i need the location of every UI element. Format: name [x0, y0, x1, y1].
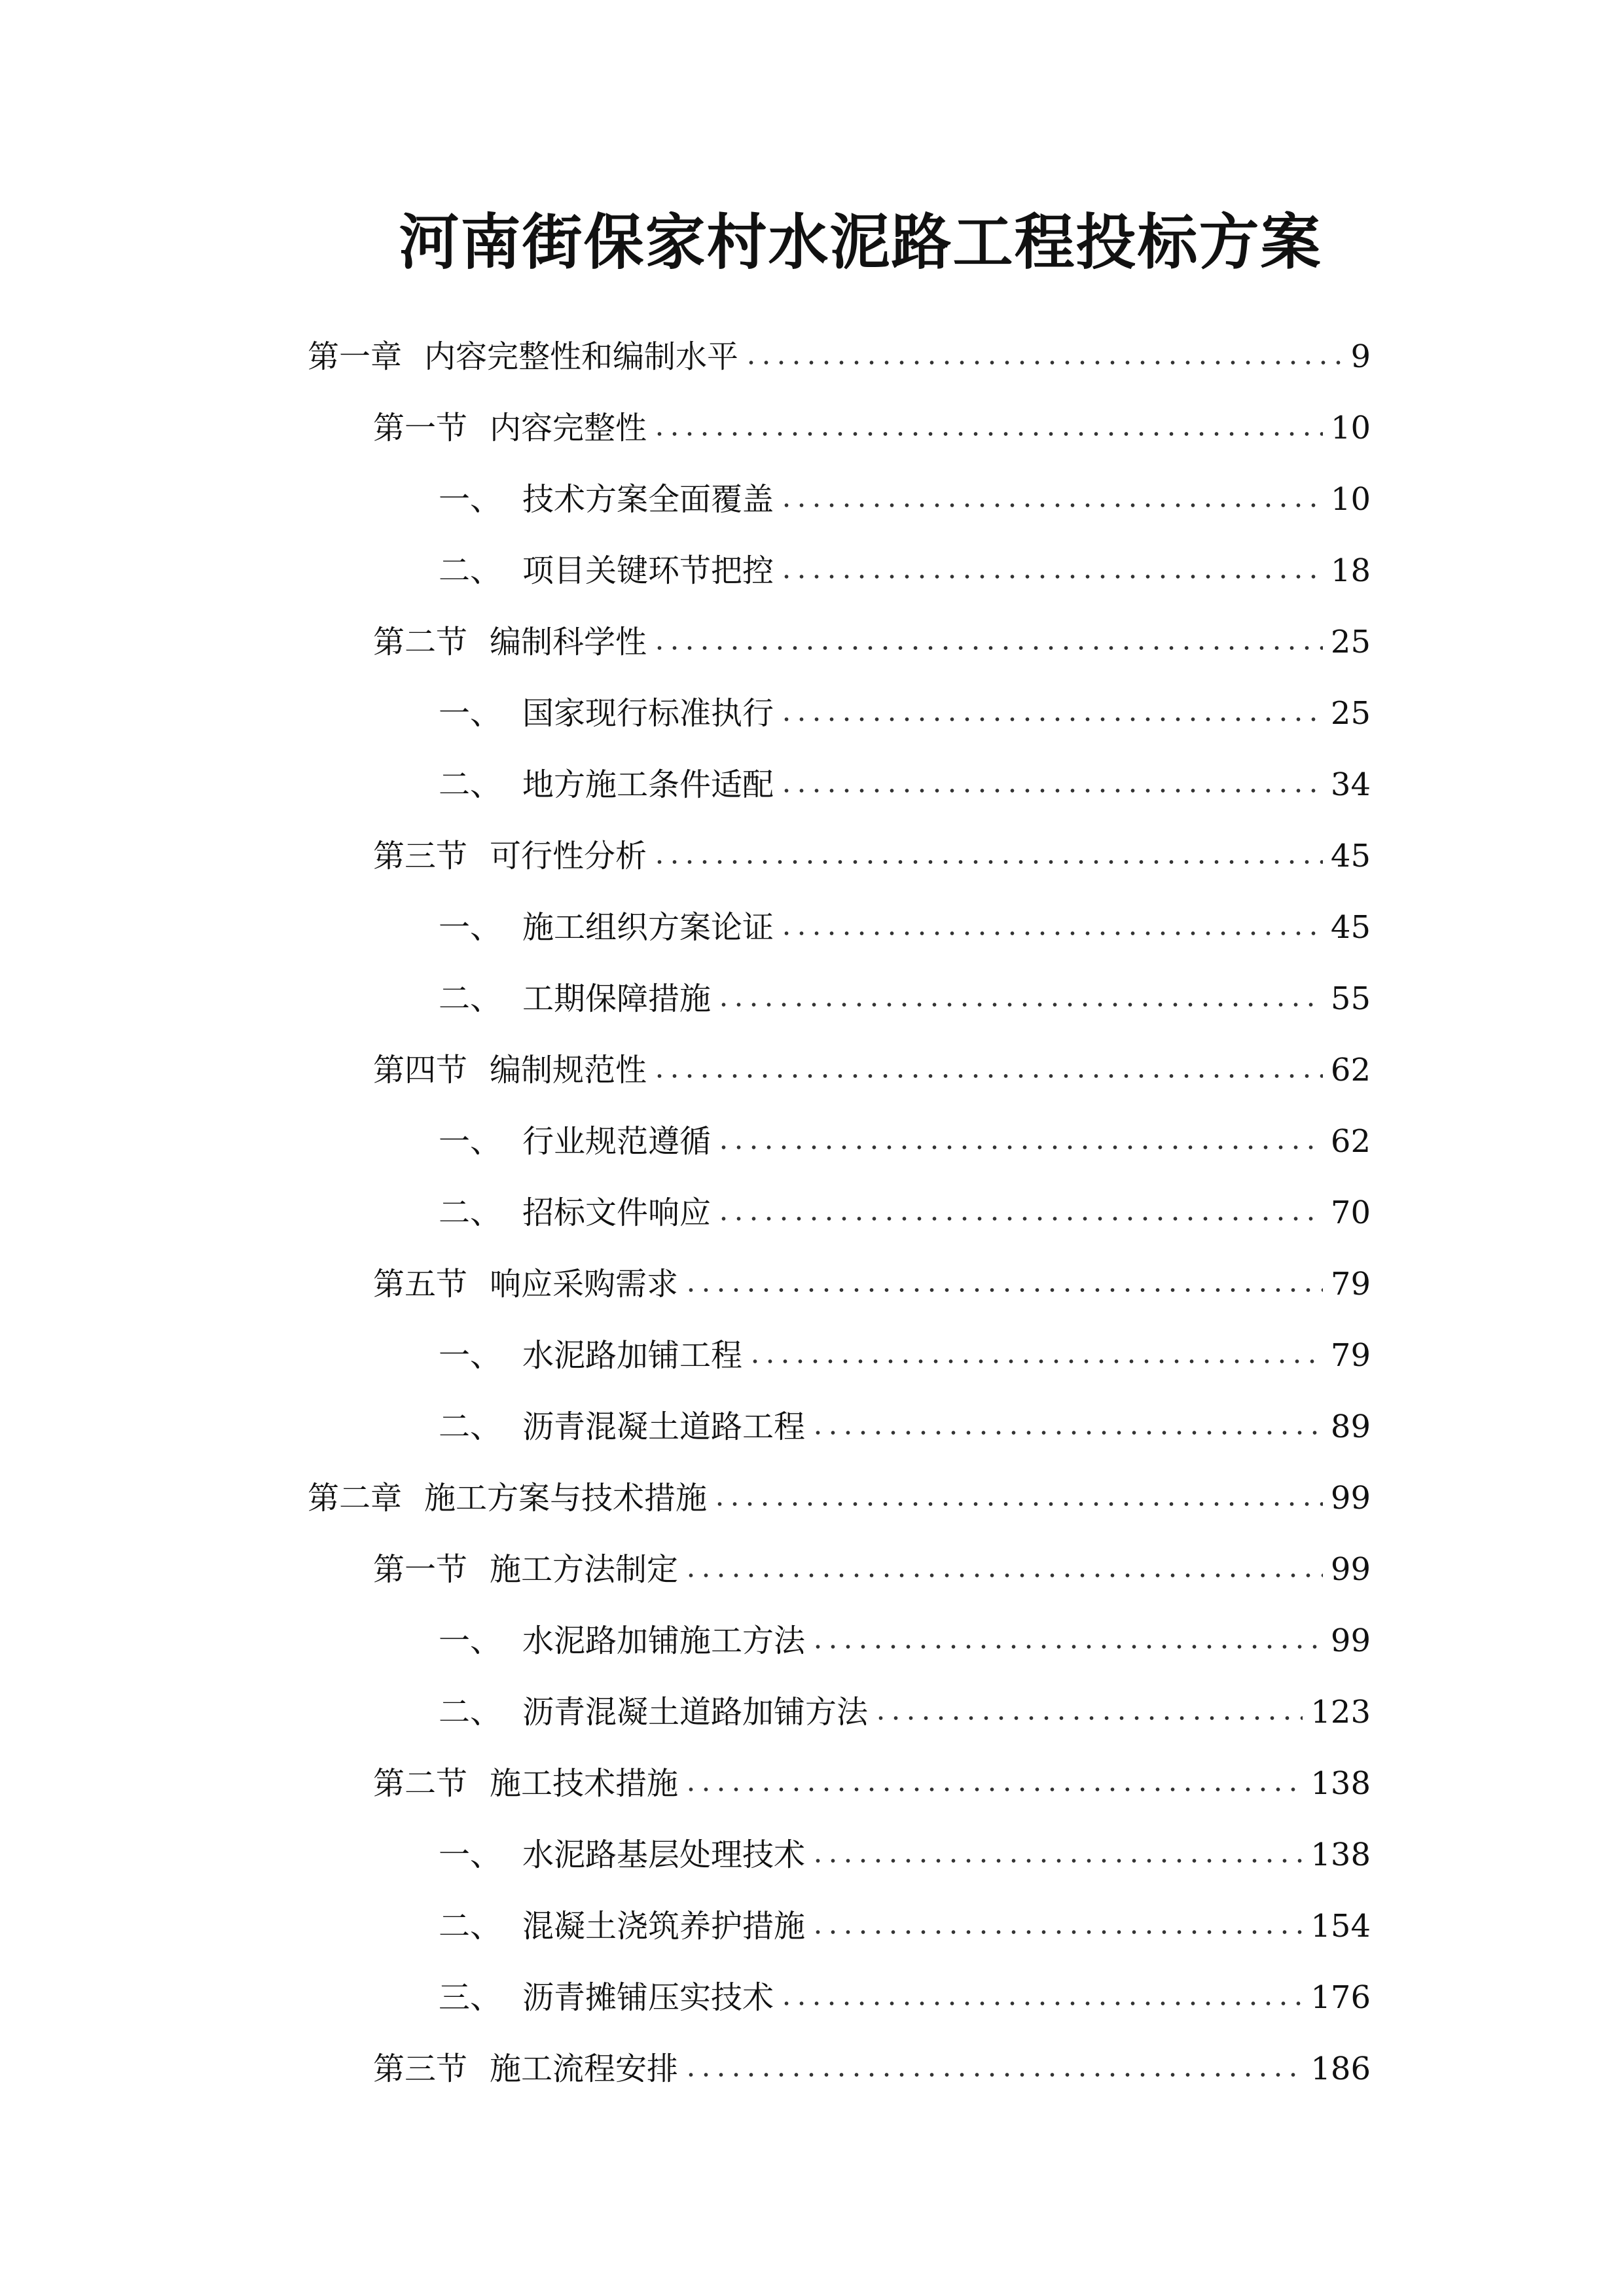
toc-entry-number: 第五节 — [373, 1266, 468, 1302]
toc-entry-item[interactable] — [439, 749, 1371, 821]
toc-entry-number: 二、 — [439, 766, 502, 803]
toc-entry-page: 138 — [1310, 1837, 1371, 1873]
toc-entry-title: 可行性分析 — [490, 838, 647, 874]
toc-entry-item[interactable] — [439, 1391, 1371, 1463]
toc-dot-leader — [779, 574, 1323, 579]
toc-dot-leader — [744, 360, 1343, 365]
toc-dot-leader — [716, 1145, 1323, 1150]
toc-entry-section[interactable] — [373, 2033, 1371, 2105]
toc-entry-section[interactable] — [373, 1248, 1371, 1320]
toc-entry-item[interactable] — [439, 677, 1371, 749]
toc-dot-leader — [810, 1929, 1303, 1935]
toc-entry-chapter[interactable] — [308, 1462, 1371, 1534]
toc-entry-number: 第二节 — [373, 624, 468, 660]
toc-entry-item[interactable] — [439, 891, 1371, 963]
toc-entry-title: 水泥路基层处理技术 — [522, 1837, 806, 1873]
toc-entry-number: 第四节 — [373, 1052, 468, 1088]
toc-entry-number: 第一章 — [308, 338, 403, 375]
toc-entry-number: 第三节 — [373, 2051, 468, 2087]
toc-entry-page: 79 — [1330, 1266, 1371, 1302]
toc-entry-title: 施工技术措施 — [490, 1765, 679, 1802]
toc-entry-title: 沥青摊铺压实技术 — [522, 1979, 774, 2016]
toc-dot-leader — [652, 859, 1323, 865]
toc-entry-page: 89 — [1330, 1408, 1371, 1445]
toc-dot-leader — [748, 1359, 1323, 1364]
toc-entry-page: 18 — [1330, 552, 1371, 589]
toc-entry-number: 一、 — [439, 909, 502, 946]
toc-entry-title: 沥青混凝土道路加铺方法 — [522, 1694, 869, 1731]
toc-entry-page: 34 — [1330, 766, 1371, 803]
toc-dot-leader — [810, 1858, 1303, 1863]
toc-entry-page: 9 — [1350, 338, 1371, 375]
toc-dot-leader — [810, 1430, 1323, 1435]
toc-entry-page: 154 — [1310, 1908, 1371, 1945]
toc-dot-leader — [683, 1787, 1303, 1792]
toc-entry-page: 62 — [1330, 1052, 1371, 1088]
toc-entry-section[interactable] — [373, 392, 1371, 464]
toc-entry-title: 编制规范性 — [490, 1052, 647, 1088]
toc-entry-title: 技术方案全面覆盖 — [522, 481, 774, 518]
toc-entry-title: 水泥路加铺施工方法 — [522, 1623, 806, 1659]
toc-dot-leader — [683, 1573, 1323, 1578]
toc-entry-page: 10 — [1330, 410, 1371, 446]
toc-entry-title: 混凝土浇筑养护措施 — [522, 1908, 806, 1945]
toc-entry-page: 176 — [1310, 1979, 1371, 2016]
toc-entry-section[interactable] — [373, 1034, 1371, 1106]
toc-dot-leader — [779, 717, 1323, 722]
toc-entry-page: 79 — [1330, 1337, 1371, 1374]
toc-dot-leader — [652, 645, 1323, 651]
toc-entry-section[interactable] — [373, 606, 1371, 678]
toc-entry-title: 工期保障措施 — [522, 980, 712, 1017]
toc-entry-number: 二、 — [439, 1694, 502, 1731]
toc-entry-item[interactable] — [439, 1676, 1371, 1748]
toc-dot-leader — [779, 788, 1323, 793]
toc-entry-number: 三、 — [439, 1979, 502, 2016]
toc-entry-page: 62 — [1330, 1123, 1371, 1160]
toc-dot-leader — [683, 2072, 1303, 2077]
toc-entry-item[interactable] — [439, 1177, 1371, 1249]
toc-entry-page: 55 — [1330, 980, 1371, 1017]
document-title: 河南街保家村水泥路工程投标方案 — [399, 207, 1322, 278]
toc-entry-item[interactable] — [439, 1890, 1371, 1962]
toc-dot-leader — [779, 503, 1323, 508]
toc-entry-title: 响应采购需求 — [490, 1266, 679, 1302]
toc-entry-number: 一、 — [439, 1123, 502, 1160]
toc-entry-item[interactable] — [439, 1962, 1371, 2034]
toc-entry-number: 第一节 — [373, 1551, 468, 1588]
toc-entry-title: 招标文件响应 — [522, 1194, 712, 1231]
toc-entry-number: 一、 — [439, 1837, 502, 1873]
toc-entry-page: 45 — [1330, 909, 1371, 946]
toc-entry-item[interactable] — [439, 1105, 1371, 1177]
toc-dot-leader — [810, 1644, 1323, 1649]
toc-entry-item[interactable] — [439, 963, 1371, 1035]
toc-dot-leader — [716, 1216, 1323, 1221]
toc-entry-title: 施工方案与技术措施 — [424, 1480, 708, 1516]
toc-entry-number: 二、 — [439, 1908, 502, 1945]
toc-entry-item[interactable] — [439, 463, 1371, 535]
toc-entry-page: 123 — [1310, 1694, 1371, 1731]
toc-entry-number: 二、 — [439, 1408, 502, 1445]
toc-entry-section[interactable] — [373, 1534, 1371, 1605]
toc-entry-title: 施工方法制定 — [490, 1551, 679, 1588]
toc-entry-title: 编制科学性 — [490, 624, 647, 660]
toc-entry-number: 一、 — [439, 1623, 502, 1659]
toc-dot-leader — [712, 1501, 1323, 1507]
toc-entry-section[interactable] — [373, 1748, 1371, 1820]
toc-entry-section[interactable] — [373, 820, 1371, 892]
toc-entry-title: 施工组织方案论证 — [522, 909, 774, 946]
toc-entry-page: 99 — [1330, 1623, 1371, 1659]
toc-entry-item[interactable] — [439, 535, 1371, 607]
toc-entry-number: 一、 — [439, 695, 502, 732]
toc-entry-title: 内容完整性和编制水平 — [424, 338, 739, 375]
toc-dot-leader — [873, 1715, 1303, 1721]
toc-dot-leader — [779, 931, 1323, 936]
toc-entry-page: 70 — [1330, 1194, 1371, 1231]
toc-entry-number: 二、 — [439, 980, 502, 1017]
toc-entry-page: 186 — [1310, 2051, 1371, 2087]
toc-entry-title: 地方施工条件适配 — [522, 766, 774, 803]
toc-dot-leader — [652, 431, 1323, 437]
toc-entry-title: 国家现行标准执行 — [522, 695, 774, 732]
toc-entry-title: 施工流程安排 — [490, 2051, 679, 2087]
toc-entry-item[interactable] — [439, 1605, 1371, 1677]
toc-dot-leader — [652, 1073, 1323, 1079]
toc-dot-leader — [683, 1287, 1323, 1293]
toc-entry-page: 25 — [1330, 624, 1371, 660]
toc-entry-title: 内容完整性 — [490, 410, 647, 446]
toc-entry-page: 10 — [1330, 481, 1371, 518]
toc-entry-title: 行业规范遵循 — [522, 1123, 712, 1160]
toc-entry-chapter[interactable] — [308, 321, 1371, 393]
toc-entry-page: 99 — [1330, 1480, 1371, 1516]
toc-entry-number: 第二章 — [308, 1480, 403, 1516]
toc-entry-title: 水泥路加铺工程 — [522, 1337, 743, 1374]
toc-entry-page: 138 — [1310, 1765, 1371, 1802]
toc-dot-leader — [716, 1002, 1323, 1007]
toc-entry-number: 第三节 — [373, 838, 468, 874]
toc-entry-page: 25 — [1330, 695, 1371, 732]
toc-entry-number: 二、 — [439, 1194, 502, 1231]
toc-entry-number: 一、 — [439, 1337, 502, 1374]
toc-entry-title: 沥青混凝土道路工程 — [522, 1408, 806, 1445]
toc-entry-item[interactable] — [439, 1819, 1371, 1891]
toc-entry-item[interactable] — [439, 1319, 1371, 1391]
toc-entry-page: 99 — [1330, 1551, 1371, 1588]
toc-entry-number: 第一节 — [373, 410, 468, 446]
toc-entry-page: 45 — [1330, 838, 1371, 874]
toc-entry-number: 二、 — [439, 552, 502, 589]
toc-entry-number: 第二节 — [373, 1765, 468, 1802]
toc-entry-number: 一、 — [439, 481, 502, 518]
toc-entry-title: 项目关键环节把控 — [522, 552, 774, 589]
toc-dot-leader — [779, 2001, 1303, 2006]
